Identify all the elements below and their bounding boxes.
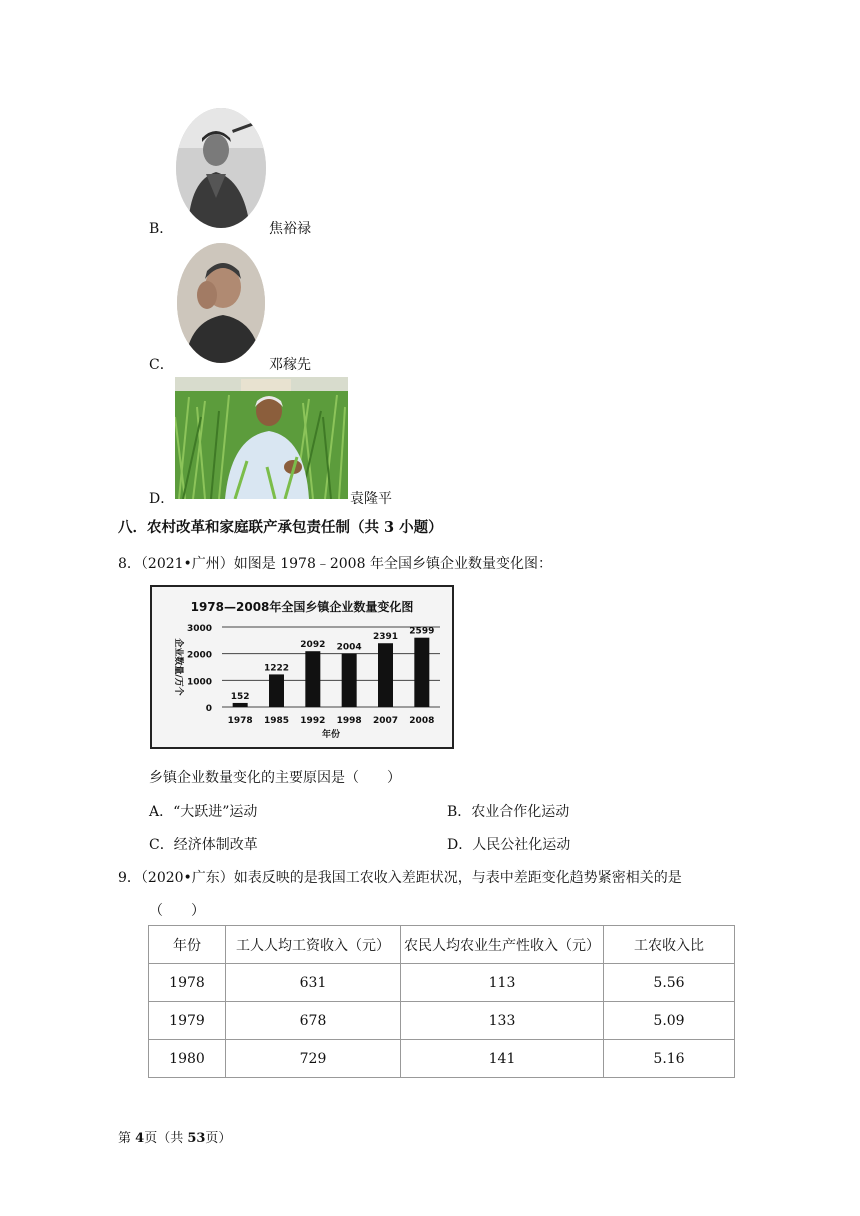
table-cell: 1979 xyxy=(149,1002,226,1040)
table-row xyxy=(149,964,735,1002)
data-label: 2599 xyxy=(409,626,435,637)
x-tick-label: 2008 xyxy=(409,716,435,726)
q8-choice-a: A．“大跃进”运动 xyxy=(149,804,258,820)
table-cell: 1980 xyxy=(149,1040,226,1078)
x-axis-label: 年份 xyxy=(321,730,341,740)
q9-stem: 9．（2020•广东）如表反映的是我国工农收入差距状况，与表中差距变化趋势紧密相关的是 xyxy=(118,870,682,886)
x-tick-label: 1998 xyxy=(336,716,362,726)
table-cell: 631 xyxy=(226,964,401,1002)
y-tick-label: 3000 xyxy=(186,624,212,634)
data-label: 2092 xyxy=(300,640,326,651)
data-label: 2004 xyxy=(336,642,362,653)
option-c-name: 邓稼先 xyxy=(269,357,311,373)
bar xyxy=(378,643,393,707)
table-cell: 1978 xyxy=(149,964,226,1002)
option-d-letter: D． xyxy=(149,491,175,507)
table-header-cell: 年份 xyxy=(149,926,226,964)
footer-post: 页） xyxy=(205,1131,232,1146)
table-row xyxy=(149,1002,735,1040)
data-label: 152 xyxy=(230,691,250,702)
x-tick-label: 1992 xyxy=(300,716,326,726)
table-cell: 5.56 xyxy=(604,964,735,1002)
x-tick-label: 1985 xyxy=(263,716,290,726)
table-header-cell: 农民人均农业生产性收入（元） xyxy=(401,926,604,964)
option-d-name: 袁隆平 xyxy=(350,491,392,507)
table-cell: 729 xyxy=(226,1040,401,1078)
deng-jiaxian-photo xyxy=(177,243,265,363)
yuan-longping-photo xyxy=(175,377,348,499)
bar xyxy=(414,638,429,707)
table-row xyxy=(149,1040,735,1078)
table-cell: 141 xyxy=(401,1040,604,1078)
table-header-cell: 工人人均工资收入（元） xyxy=(226,926,401,964)
option-b-letter: B． xyxy=(149,221,174,237)
table-cell: 678 xyxy=(226,1002,401,1040)
bar xyxy=(233,703,248,707)
bar xyxy=(305,651,320,707)
table-header-cell: 工农收入比 xyxy=(604,926,735,964)
y-tick-label: 1000 xyxy=(186,677,212,688)
option-b-name: 焦裕禄 xyxy=(269,221,311,237)
y-tick-label: 2000 xyxy=(186,650,212,661)
footer-mid: 页（共 xyxy=(144,1131,188,1146)
q8-stem: 8．（2021•广州）如图是 1978﹣2008 年全国乡镇企业数量变化图： xyxy=(118,556,552,572)
y-axis-label: 企业数量/万个 xyxy=(173,638,183,696)
x-tick-label: 2007 xyxy=(372,716,399,726)
enterprise-chart xyxy=(150,585,454,749)
q8-choice-b: B．农业合作化运动 xyxy=(447,804,570,820)
option-c-letter: C． xyxy=(149,357,174,373)
table-cell: 5.09 xyxy=(604,1002,735,1040)
table-cell: 5.16 xyxy=(604,1040,735,1078)
bar xyxy=(342,654,357,707)
footer-pre: 第 xyxy=(118,1131,136,1146)
footer-total-pages: 53 xyxy=(187,1131,206,1146)
q8-question: 乡镇企业数量变化的主要原因是（ ） xyxy=(149,770,401,786)
data-label: 2391 xyxy=(372,632,399,643)
y-tick-label: 0 xyxy=(205,704,212,714)
q8-choice-d: D．人民公社化运动 xyxy=(447,837,571,853)
q9-paren: （ ） xyxy=(149,903,205,919)
bar xyxy=(269,674,284,707)
income-table xyxy=(148,925,735,1078)
table-header-row xyxy=(149,926,735,964)
jiao-yulu-photo xyxy=(176,108,266,228)
table-cell: 113 xyxy=(401,964,604,1002)
table-cell: 133 xyxy=(401,1002,604,1040)
enterprise-bar-chart xyxy=(152,587,452,747)
data-label: 1222 xyxy=(263,663,290,674)
section-heading: 八．农村改革和家庭联产承包责任制（共 3 小题） xyxy=(118,519,443,536)
q8-choice-c: C．经济体制改革 xyxy=(149,837,258,853)
chart-title: 1978—2008年全国乡镇企业数量变化图 xyxy=(190,600,414,614)
x-tick-label: 1978 xyxy=(227,716,253,726)
page-footer xyxy=(118,1127,231,1146)
footer-page-number: 4 xyxy=(135,1131,145,1146)
